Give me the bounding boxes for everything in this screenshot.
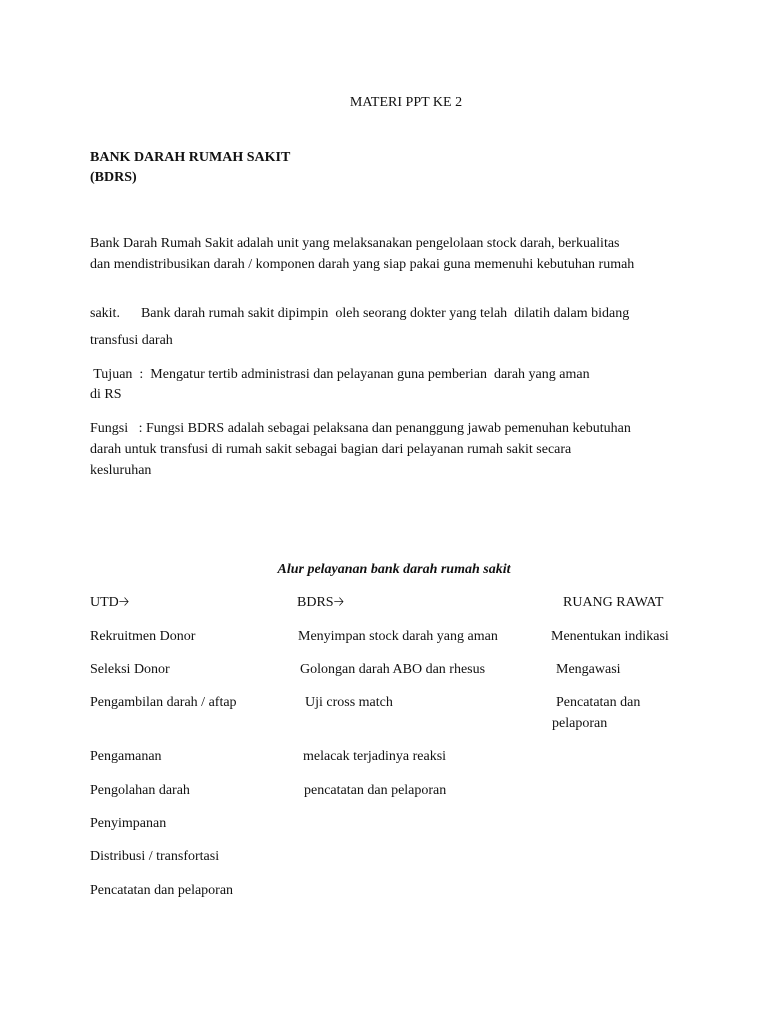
tujuan-line-2: di RS [90, 387, 122, 402]
utd-item: Penyimpanan [90, 816, 167, 831]
header-utd [90, 593, 129, 613]
bdrs-item: Menyimpan stock darah yang aman [298, 629, 498, 644]
utd-item: Rekruitmen Donor [90, 629, 196, 644]
paragraph-1-line-2: dan mendistribusikan darah / komponen darah yang siap pakai guna memenuhi kebutuhan rumah [90, 257, 635, 272]
header-utd-label: UTD [90, 595, 119, 610]
header-bdrs-label: BDRS [297, 595, 334, 610]
arrow-right-icon: 🡢 [333, 595, 345, 610]
bdrs-item: pencatatan dan pelaporan [304, 783, 447, 798]
fungsi-line-2: darah untuk transfusi di rumah sakit sebagai bagian dari pelayanan rumah sakit secara [90, 442, 572, 457]
ruang-rawat-item: Mengawasi [556, 662, 621, 677]
utd-item: Pengolahan darah [90, 783, 190, 798]
fungsi-line-3: kesluruhan [90, 463, 152, 478]
ruang-rawat-item: Pencatatan dan [556, 695, 641, 710]
paragraph-1-line-1: Bank Darah Rumah Sakit adalah unit yang melaksanakan pengelolaan stock darah, berkualitas [90, 236, 620, 251]
tujuan-line-1: Tujuan : Mengatur tertib administrasi dan pelayanan guna pemberian darah yang aman [90, 367, 590, 382]
utd-item: Pengamanan [90, 749, 162, 764]
title-line-2: (BDRS) [90, 170, 137, 185]
title-line-1: BANK DARAH RUMAH SAKIT [90, 150, 291, 165]
ruang-rawat-item: Menentukan indikasi [551, 629, 669, 644]
header-bdrs [297, 593, 344, 613]
ruang-rawat-item: pelaporan [552, 716, 608, 731]
flow-title: Alur pelayanan bank darah rumah sakit [277, 562, 511, 577]
arrow-right-icon: 🡢 [118, 595, 130, 610]
paragraph-2-line-1: sakit. Bank darah rumah sakit dipimpin oleh seorang dokter yang telah dilatih dalam bidang [90, 306, 630, 321]
utd-item: Distribusi / transfortasi [90, 849, 220, 864]
bdrs-item: melacak terjadinya reaksi [303, 749, 447, 764]
utd-item: Pengambilan darah / aftap [90, 695, 237, 710]
utd-item: Pencatatan dan pelaporan [90, 883, 234, 898]
bdrs-item: Golongan darah ABO dan rhesus [300, 662, 486, 677]
document-heading: MATERI PPT KE 2 [349, 95, 463, 110]
paragraph-2-line-2: transfusi darah [90, 333, 173, 348]
bdrs-item: Uji cross match [305, 695, 393, 710]
fungsi-line-1: Fungsi : Fungsi BDRS adalah sebagai pelaksana dan penanggung jawab pemenuhan kebutuhan [90, 421, 631, 436]
utd-item: Seleksi Donor [90, 662, 170, 677]
header-ruang-rawat: RUANG RAWAT [563, 595, 664, 610]
